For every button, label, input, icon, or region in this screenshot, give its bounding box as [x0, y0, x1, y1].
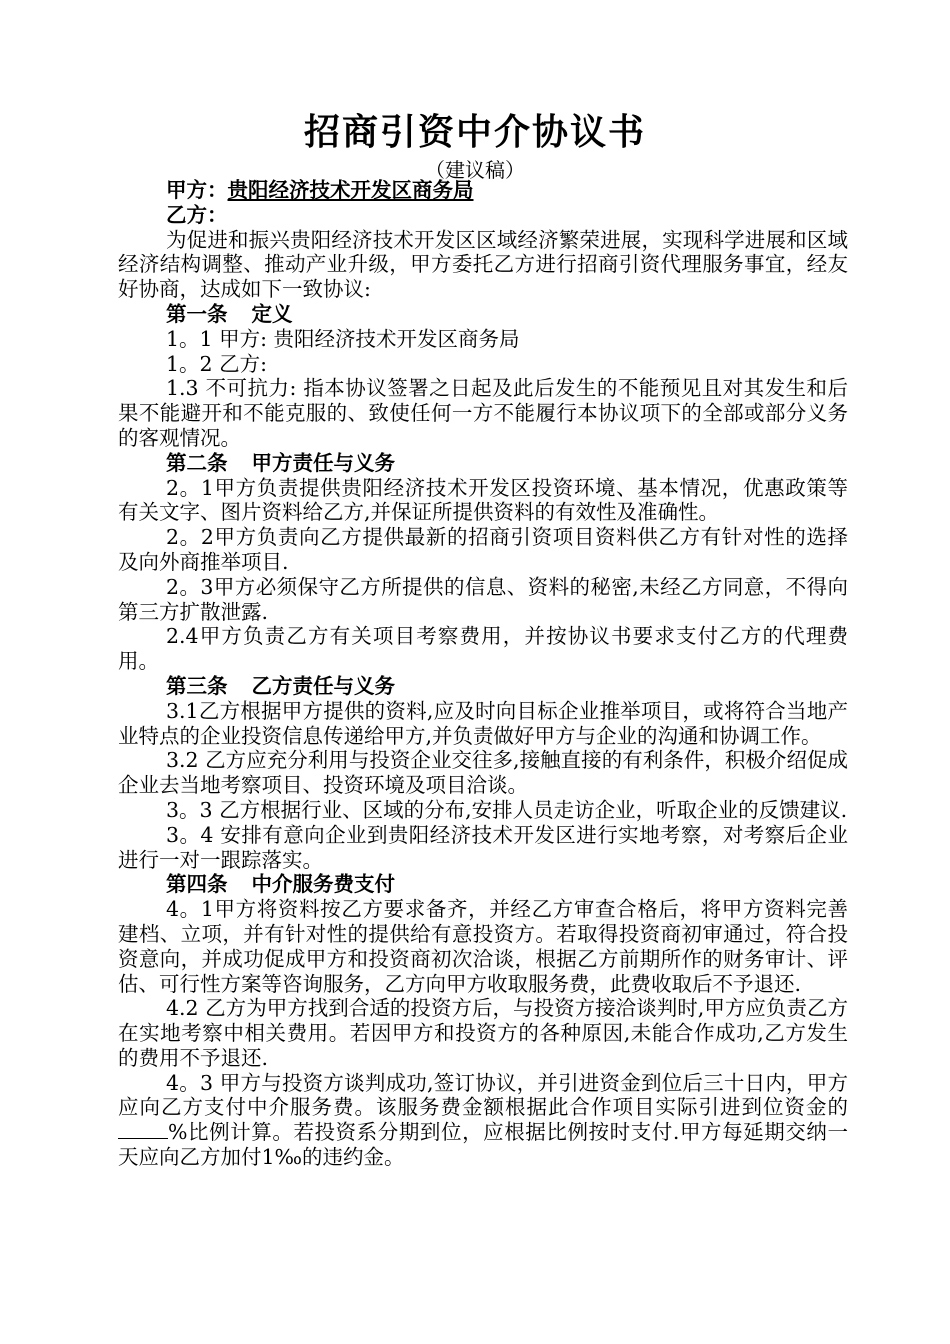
document-subtitle: （建议稿）: [425, 158, 525, 182]
clause-4-2: 4.2 乙方为甲方找到合适的投资方后，与投资方接洽谈判时,甲方应负责乙方在实地考察中相关费用。若因甲方和投资方的各种原因,未能合作成功,乙方发生的费用不予退还.: [118, 996, 848, 1070]
article-2-title: 甲方责任与义务: [251, 450, 395, 475]
clause-1-2: 1。2 乙方:: [166, 351, 268, 376]
party-a-name: 贵阳经济技术开发区商务局: [227, 178, 474, 202]
clause-1-3: 1.3 不可抗力: 指本协议签署之日起及此后发生的不能预见且对其发生和后果不能避开和不能克服的、致使任何一方不能履行本协议项下的全部或部分义务的客观情况。: [118, 376, 848, 450]
article-1-number: 第一条: [166, 301, 228, 326]
clause-2-1: 2。1甲方负责提供贵阳经济技术开发区投资环境、基本情况，优惠政策等有关文字、图片资料给乙方,并保证所提供资料的有效性及准确性。: [118, 475, 848, 525]
clause-2-2: 2。2甲方负责向乙方提供最新的招商引资项目资料供乙方有针对性的选择及向外商推举项目.: [118, 525, 848, 574]
clause-4-3: [118, 1071, 848, 1170]
clause-3-4: 3。4 安排有意向企业到贵阳经济技术开发区进行实地考察，对考察后企业进行一对一跟踪落实。: [118, 822, 848, 872]
clause-1-1: 1。1 甲方: 贵阳经济技术开发区商务局: [166, 326, 520, 351]
clause-2-3: 2。3甲方必须保守乙方所提供的信息、资料的秘密,未经乙方同意，不得向第三方扩散泄露.: [118, 574, 848, 624]
article-1-title: 定义: [251, 301, 293, 326]
party-a-label: 甲方：: [166, 178, 228, 202]
article-4-title: 中介服务费支付: [251, 872, 395, 897]
article-2-number: 第二条: [166, 450, 228, 475]
party-b-line: [118, 203, 848, 228]
clause-3-2: 3.2 乙方应充分利用与投资企业交往多,接触直接的有利条件，积极介绍促成企业去当地考察项目、投资环境及项目洽谈。: [118, 748, 848, 798]
document-title: 招商引资中介协议书: [303, 111, 646, 153]
document-body: [118, 178, 848, 1170]
article-2-heading: [118, 451, 848, 476]
percentage-blank: [118, 1120, 168, 1139]
clause-4-3-part-b: %比例计算。若投资系分期到位，应根据比例按时支付.甲方每延期交纳一天应向乙方加付1‰的违约金。: [118, 1120, 848, 1170]
article-3-heading: [118, 674, 848, 699]
clause-4-1: 4。1甲方将资料按乙方要求备齐，并经乙方审查合格后，将甲方资料完善建档、立项，并有针对性的提供给有意投资方。若取得投资商初审通过，符合投资意向，并成功促成甲方和投资商初次洽谈，根据乙方前期所作的财务审计、评估、可行性方案等咨询服务，乙方向甲方收取服务费，此费收取后不予退还.: [118, 897, 848, 996]
article-3-number: 第三条: [166, 673, 228, 698]
clause-3-1: 3.1乙方根据甲方提供的资料,应及时向目标企业推举项目，或将符合当地产业特点的企业投资信息传递给甲方,并负责做好甲方与企业的沟通和协调工作。: [118, 698, 848, 748]
article-4-heading: [118, 872, 848, 897]
clause-2-4: 2.4甲方负责乙方有关项目考察费用，并按协议书要求支付乙方的代理费用。: [118, 624, 848, 674]
article-3-title: 乙方责任与义务: [251, 673, 395, 698]
party-a-line: [118, 178, 848, 203]
preamble: 为促进和振兴贵阳经济技术开发区区域经济繁荣进展，实现科学进展和区域经济结构调整、推动产业升级，甲方委托乙方进行招商引资代理服务事宜，经友好协商，达成如下一致协议:: [118, 227, 848, 302]
party-b-label: 乙方：: [166, 202, 228, 227]
article-4-number: 第四条: [166, 872, 228, 897]
clause-4-3-part-a: 4。3 甲方与投资方谈判成功,签订协议，并引进资金到位后三十日内，甲方应向乙方支付中介服务费。该服务费金额根据此合作项目实际引进到位资金的: [118, 1070, 848, 1120]
clause-3-3: 3。3 乙方根据行业、区域的分布,安排人员走访企业，听取企业的反馈建议.: [166, 797, 848, 822]
article-1-heading: [118, 302, 848, 327]
